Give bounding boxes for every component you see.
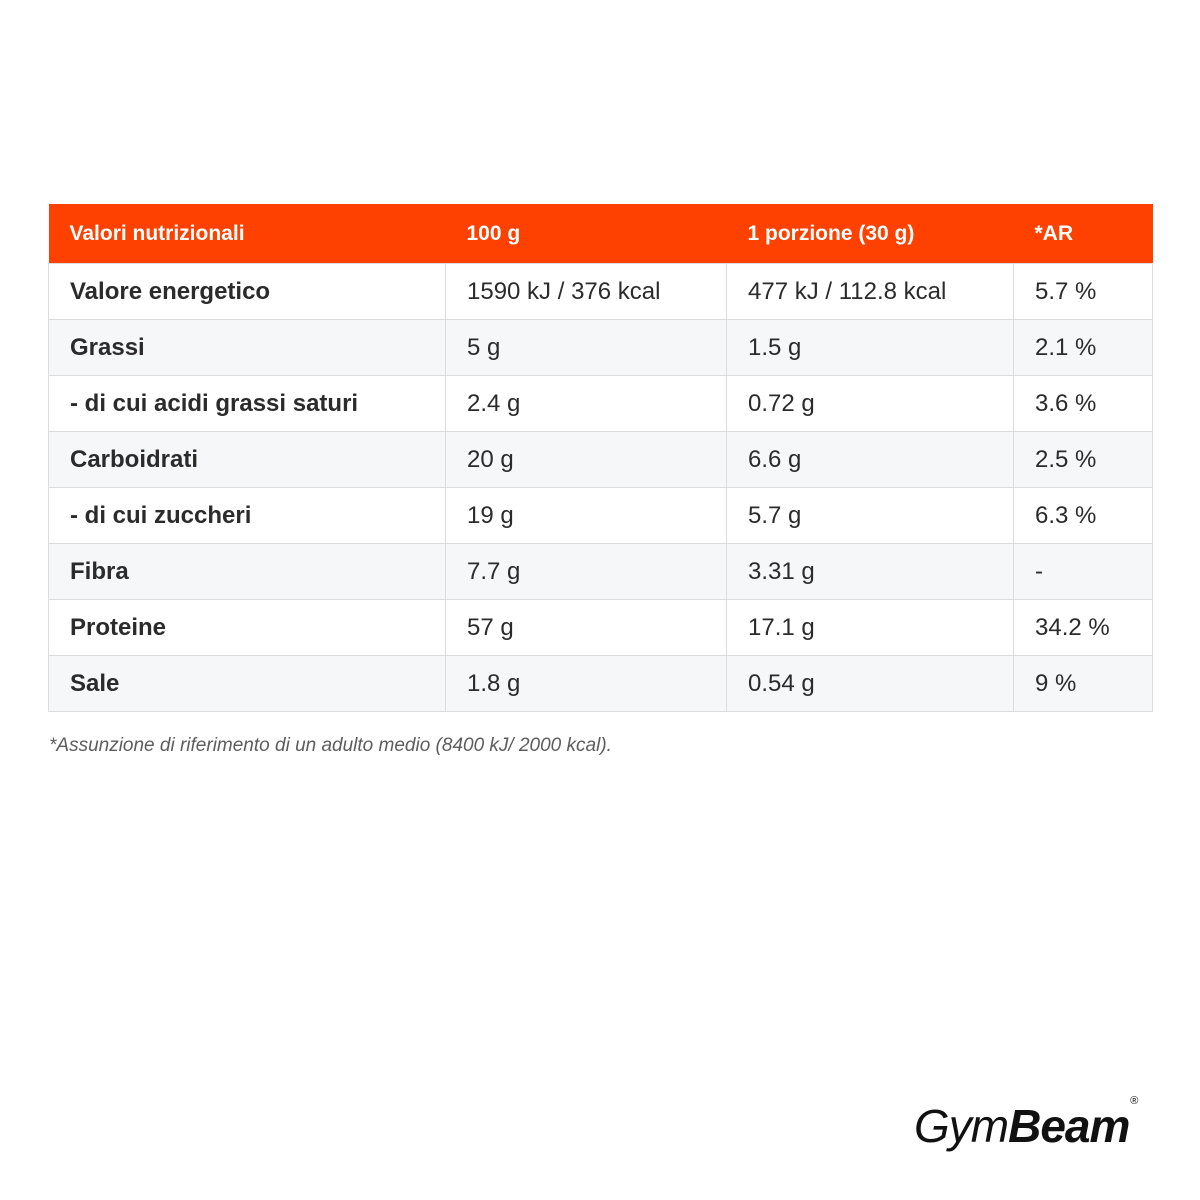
reference-intake-footnote: *Assunzione di riferimento di un adulto medio (8400 kJ/ 2000 kcal). (49, 735, 612, 756)
value-per-serving: 1.5 g (727, 320, 1014, 376)
value-per-serving: 0.72 g (727, 376, 1014, 432)
nutrition-table-container (48, 204, 1152, 712)
gymbeam-logo (914, 1095, 1139, 1154)
nutrient-name: - di cui zuccheri (49, 488, 446, 544)
table-body (49, 264, 1153, 712)
nutrient-name: Grassi (49, 320, 446, 376)
table-row (49, 544, 1153, 600)
table-row (49, 656, 1153, 712)
nutrient-name: Proteine (49, 600, 446, 656)
table-row (49, 376, 1153, 432)
value-per-serving: 477 kJ / 112.8 kcal (727, 264, 1014, 320)
nutrient-name: Valore energetico (49, 264, 446, 320)
header-reference-intake: *AR (1014, 204, 1153, 264)
value-reference-intake: 3.6 % (1014, 376, 1153, 432)
value-per-100g: 19 g (446, 488, 727, 544)
nutrient-name: Sale (49, 656, 446, 712)
nutrient-name: - di cui acidi grassi saturi (49, 376, 446, 432)
value-per-serving: 6.6 g (727, 432, 1014, 488)
table-row (49, 432, 1153, 488)
header-row (49, 204, 1153, 264)
value-reference-intake: 34.2 % (1014, 600, 1153, 656)
nutrient-name: Carboidrati (49, 432, 446, 488)
header-nutrient: Valori nutrizionali (49, 204, 446, 264)
value-reference-intake: - (1014, 544, 1153, 600)
value-reference-intake: 6.3 % (1014, 488, 1153, 544)
value-per-100g: 2.4 g (446, 376, 727, 432)
value-reference-intake: 2.1 % (1014, 320, 1153, 376)
value-per-100g: 57 g (446, 600, 727, 656)
value-per-serving: 3.31 g (727, 544, 1014, 600)
header-per-serving: 1 porzione (30 g) (727, 204, 1014, 264)
value-per-100g: 20 g (446, 432, 727, 488)
value-per-100g: 5 g (446, 320, 727, 376)
table-row (49, 264, 1153, 320)
table-row (49, 488, 1153, 544)
table-row (49, 600, 1153, 656)
registered-mark: ® (1130, 1095, 1139, 1107)
value-per-100g: 1.8 g (446, 656, 727, 712)
value-per-serving: 0.54 g (727, 656, 1014, 712)
logo-text-beam: Beam (1008, 1100, 1130, 1152)
logo-text-gym: Gym (914, 1100, 1009, 1152)
header-per-100g: 100 g (446, 204, 727, 264)
value-per-100g: 1590 kJ / 376 kcal (446, 264, 727, 320)
nutrient-name: Fibra (49, 544, 446, 600)
value-per-serving: 5.7 g (727, 488, 1014, 544)
value-reference-intake: 5.7 % (1014, 264, 1153, 320)
table-row (49, 320, 1153, 376)
value-per-serving: 17.1 g (727, 600, 1014, 656)
value-reference-intake: 9 % (1014, 656, 1153, 712)
value-reference-intake: 2.5 % (1014, 432, 1153, 488)
value-per-100g: 7.7 g (446, 544, 727, 600)
nutrition-table (48, 204, 1153, 712)
table-header (49, 204, 1153, 264)
